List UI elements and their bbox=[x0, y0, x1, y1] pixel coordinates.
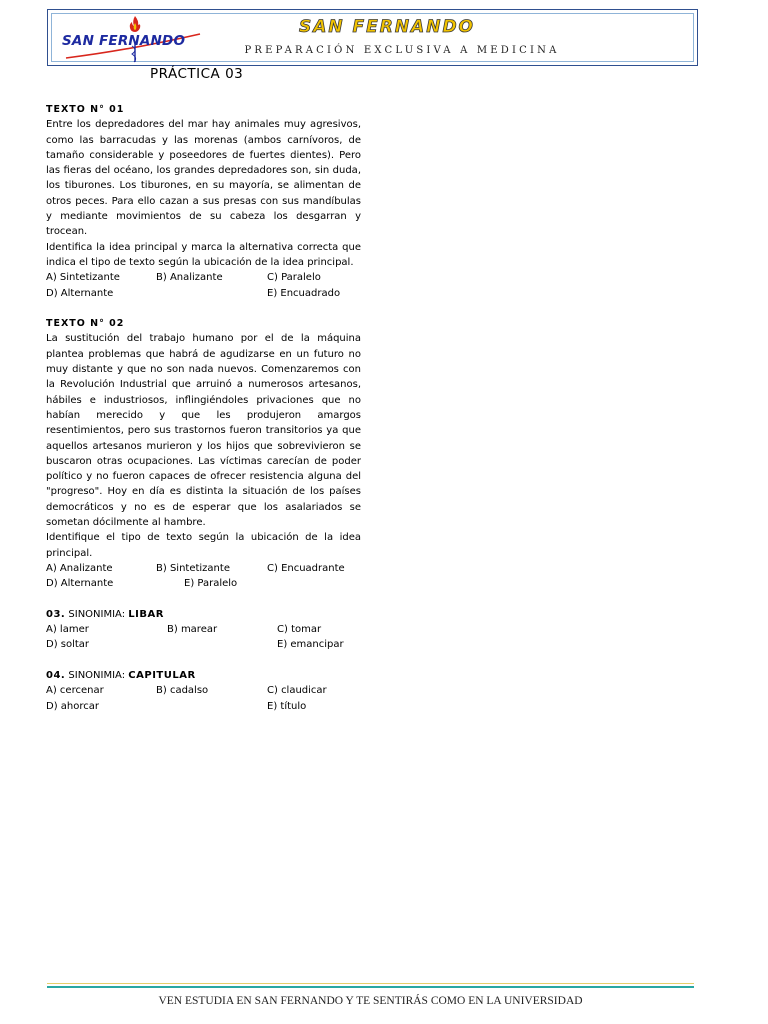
texto1-options-row1 bbox=[46, 270, 361, 285]
texto1-options-row2 bbox=[46, 286, 361, 301]
brand-subtitle: PREPARACIÓN EXCLUSIVA A MEDICINA bbox=[244, 45, 560, 56]
texto1-question: Identifica la idea principal y marca la alternativa correcta que indica el tipo de texto según la ubicación de la idea principal. bbox=[46, 241, 361, 268]
q3-options-row1 bbox=[46, 622, 361, 637]
option: D) Alternante bbox=[46, 578, 114, 590]
q4-options-row1 bbox=[46, 683, 361, 698]
option: A) Analizante bbox=[46, 562, 113, 574]
option: E) emancipar bbox=[277, 639, 344, 651]
texto1-body: Entre los depredadores del mar hay animales muy agresivos, como las barracudas y las morenas (ambos carnívoros, de tamaño considerable y poseedores de fuertes dientes). Pero las fieras del océano, los grandes depredadores son, sin duda, los tiburones. Los tiburones, en su mayoría, se alimentan de otros peces. Para ello cazan a sus presas con sus mandíbulas y mediante movimientos de su cabeza los desgarran y trocean. bbox=[46, 119, 361, 238]
footer-divider-gold bbox=[47, 983, 694, 984]
option: C) tomar bbox=[277, 624, 322, 636]
logo-text: SAN FERNANDO bbox=[62, 33, 186, 49]
texto2-body: La sustitución del trabajo humano por el de la máquina plantea problemas que habrá de agudizarse en un futuro no muy distante y que no son nada nuevos. Comenzaremos con la Revolución Industrial que arruinó a numerosos artesanos, hábiles e industriosos, inflingiéndoles privaciones que no habían merecido y que les produjeron amargos resentimientos, pero sus trastornos fueron transitorios ya que aquellos artesanos murieron y los hijos que sobrevivieron se buscaron otras ocupaciones. Las víctimas carecían de poder político y no fueron capaces de ofrecer resistencia alguna del "progreso". Hoy en día es distinta la situación de los países democráticos y no es de esperar que los asalariados se sometan dócilmente al hambre. bbox=[46, 333, 361, 529]
q4-label: SINONIMIA: bbox=[68, 669, 126, 681]
option: A) Sintetizante bbox=[46, 272, 120, 284]
q4-header bbox=[46, 668, 361, 683]
q4-options-row2 bbox=[46, 699, 361, 714]
texto1-title: TEXTO N° 01 bbox=[46, 104, 125, 115]
texto2-question: Identifique el tipo de texto según la ubicación de la idea principal. bbox=[46, 532, 361, 559]
brand-title: SAN FERNANDO bbox=[298, 17, 476, 37]
option: E) Paralelo bbox=[184, 578, 238, 590]
q3-options-row2 bbox=[46, 637, 361, 652]
option: B) Sintetizante bbox=[156, 562, 230, 574]
texto2-options-row2 bbox=[46, 576, 361, 591]
q4-number: 04. bbox=[46, 669, 66, 681]
header-inner-border bbox=[51, 13, 694, 62]
page-title: PRÁCTICA 03 bbox=[150, 66, 244, 82]
option: A) cercenar bbox=[46, 685, 104, 697]
option: E) título bbox=[267, 700, 307, 712]
option: B) marear bbox=[167, 624, 218, 636]
q4-word: CAPITULAR bbox=[128, 669, 196, 681]
q3-word: LIBAR bbox=[128, 608, 164, 620]
q3-number: 03. bbox=[46, 608, 66, 620]
flame-icon bbox=[128, 16, 142, 32]
footer-divider-teal bbox=[47, 986, 694, 988]
content-column bbox=[46, 102, 361, 714]
q3-header bbox=[46, 607, 361, 622]
san-fernando-logo bbox=[60, 16, 200, 64]
option: D) soltar bbox=[46, 639, 90, 651]
header-banner bbox=[47, 9, 698, 66]
footer-slogan: VEN ESTUDIA EN SAN FERNANDO Y TE SENTIRÁS COMO EN LA UNIVERSIDAD bbox=[158, 995, 583, 1007]
option: C) claudicar bbox=[267, 685, 327, 697]
texto2-options-row1 bbox=[46, 561, 361, 576]
option: E) Encuadrado bbox=[267, 287, 341, 299]
option: B) Analizante bbox=[156, 272, 223, 284]
option: B) cadalso bbox=[156, 685, 209, 697]
option: C) Encuadrante bbox=[267, 562, 345, 574]
q3-label: SINONIMIA: bbox=[68, 608, 126, 620]
option: C) Paralelo bbox=[267, 272, 321, 284]
option: D) Alternante bbox=[46, 287, 114, 299]
texto2-title: TEXTO N° 02 bbox=[46, 318, 125, 330]
option: D) ahorcar bbox=[46, 700, 99, 712]
option: A) lamer bbox=[46, 624, 89, 636]
